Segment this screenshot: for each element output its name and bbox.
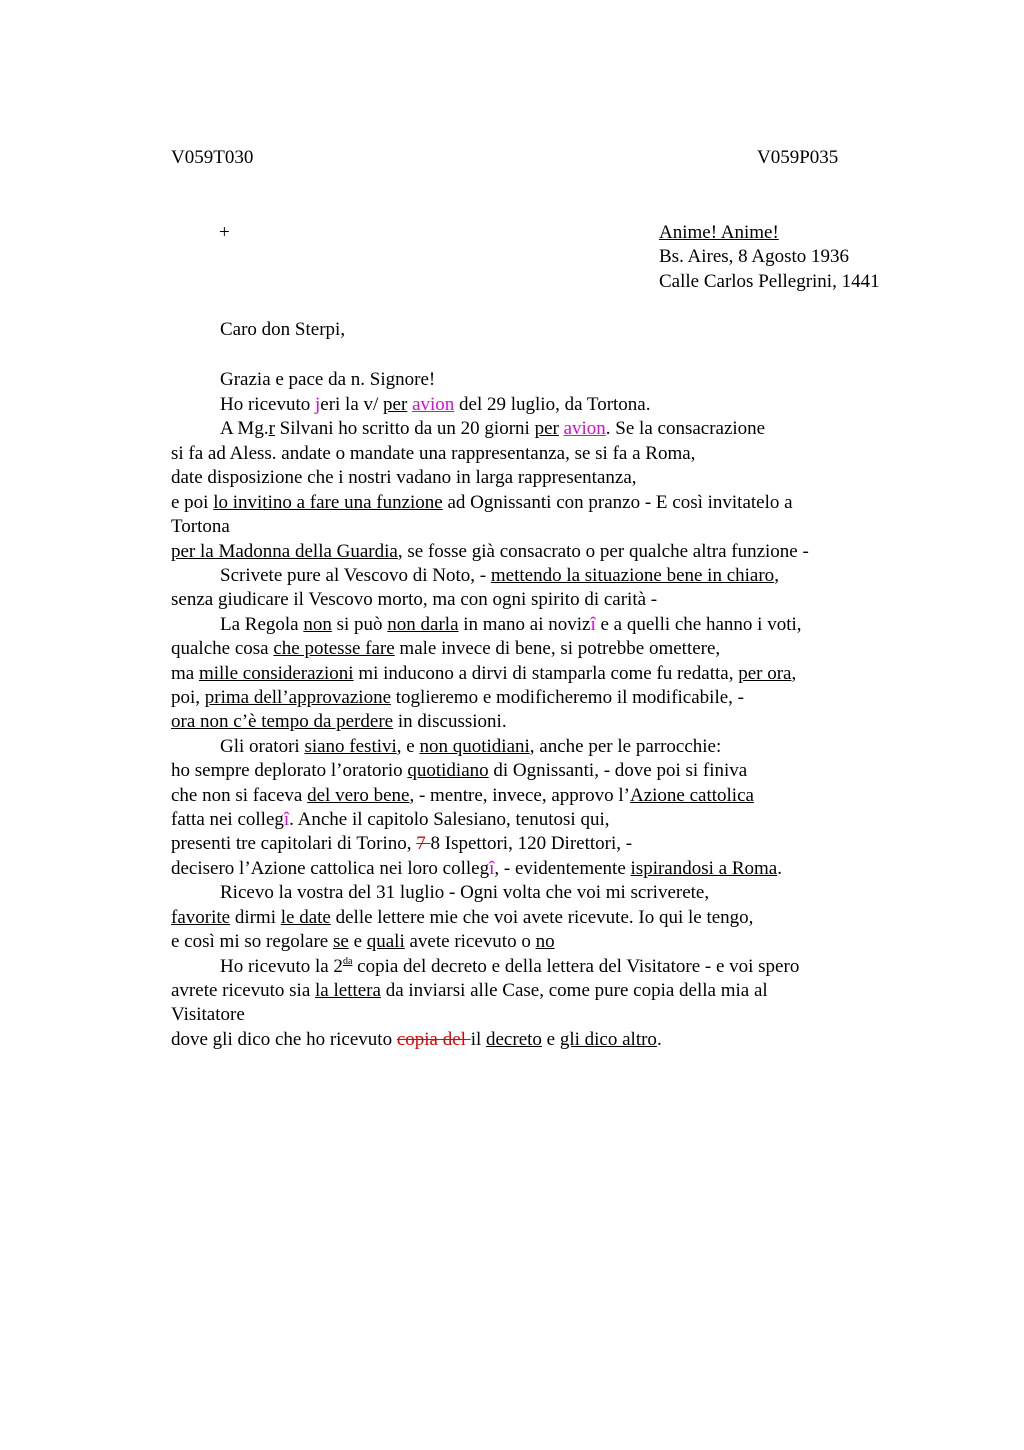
underlined-text: r (268, 418, 275, 439)
body-line-14 (171, 686, 744, 710)
text: , - evidentemente (494, 858, 631, 879)
text: ad Ognissanti con pranzo - E così invitatelo a (442, 492, 793, 513)
body-line-15 (171, 710, 507, 734)
place-date: Bs. Aires, 8 Agosto 1936 (659, 246, 850, 267)
body-line-7: Tortona (171, 516, 230, 537)
text: e così mi so regolare (171, 931, 333, 952)
underlined-text: ispirandosi a Roma (630, 858, 778, 879)
underlined-text: mettendo la situazione bene in chiaro (490, 565, 775, 586)
text: in discussioni. (393, 711, 507, 732)
text: male invece di bene, si potrebbe omettere, (394, 638, 721, 659)
underlined-text: del vero bene (307, 785, 410, 806)
body-line-10: senza giudicare il Vescovo morto, ma con ogni spirito di carità - (171, 589, 658, 610)
underlined-text: non (303, 614, 332, 635)
text: ho sempre deplorato l’oratorio (171, 760, 408, 781)
text: Ho ricevuto (220, 394, 315, 415)
body-line-8 (171, 540, 809, 564)
text: dirmi (230, 907, 281, 928)
text: delle lettere mie che voi avete ricevute. Io qui le tengo, (330, 907, 754, 928)
underlined-text: la lettera (315, 980, 381, 1001)
text: , e (396, 736, 420, 757)
text: . Anche il capitolo Salesiano, tenutosi qui, (289, 809, 610, 830)
text: del 29 luglio, da Tortona. (454, 394, 651, 415)
text: eri la v/ (320, 394, 384, 415)
text: e a quelli che hanno i voti, (595, 614, 802, 635)
underlined-text: per ora (738, 663, 792, 684)
body-line-6 (171, 491, 793, 515)
underlined-text: per (534, 418, 559, 439)
text: . Se la consacrazione (605, 418, 766, 439)
salutation: Caro don Sterpi, (220, 319, 346, 340)
body-line-20 (171, 832, 632, 856)
address: Calle Carlos Pellegrini, 1441 (659, 271, 880, 292)
text: di Ognissanti, - dove poi si finiva (488, 760, 748, 781)
text: da inviarsi alle Case, come pure copia della mia al (380, 980, 768, 1001)
underlined-text: quotidiano (407, 760, 489, 781)
text: toglieremo e modificheremo il modificabile, - (391, 687, 744, 708)
deletion: 7 (416, 833, 431, 854)
insertion-underlined: avion (563, 418, 606, 439)
text: copia del decreto e della lettera del Visitatore - e voi spero (352, 956, 800, 977)
text: Scrivete pure al Vescovo di Noto, - (220, 565, 491, 586)
text: in mano ai noviz (458, 614, 591, 635)
body-line-24 (171, 930, 555, 954)
text: Gli oratori (220, 736, 305, 757)
text: fatta nei colleg (171, 809, 284, 830)
underlined-text: non darla (387, 614, 459, 635)
underlined-text: non quotidiani (419, 736, 530, 757)
body-line-9 (220, 564, 779, 588)
underlined-text: lo invitino a fare una funzione (213, 492, 443, 513)
underlined-text: per (383, 394, 408, 415)
text: e poi (171, 492, 214, 513)
underlined-text: favorite (171, 907, 231, 928)
text: , anche per le parrocchie: (529, 736, 722, 757)
body-line-17 (171, 759, 747, 783)
text: , (791, 663, 797, 684)
motto: Anime! Anime! (659, 222, 779, 243)
underlined-text: le date (280, 907, 331, 928)
underlined-text: che potesse fare (273, 638, 395, 659)
body-line-4: si fa ad Aless. andate o mandate una rappresentanza, se si fa a Roma, (171, 443, 696, 464)
text: qualche cosa (171, 638, 274, 659)
text: Silvani ho scritto da un 20 giorni (274, 418, 535, 439)
body-line-13 (171, 662, 796, 686)
text: A Mg. (220, 418, 269, 439)
text: , se fosse già consacrato o per qualche altra funzione - (397, 541, 809, 562)
body-line-5: date disposizione che i nostri vadano in larga rappresentanza, (171, 467, 637, 488)
body-line-2 (220, 393, 651, 417)
text: avete ricevuto o (404, 931, 536, 952)
body-line-22: Ricevo la vostra del 31 luglio - Ogni volta che voi mi scriverete, (220, 882, 710, 903)
text: , - mentre, invece, approvo l’ (409, 785, 630, 806)
underlined-text: no (535, 931, 555, 952)
text: il (470, 1029, 486, 1050)
underlined-text: quali (366, 931, 405, 952)
text: . (656, 1029, 662, 1050)
text: avrete ricevuto sia (171, 980, 316, 1001)
insertion: î (590, 614, 596, 635)
insertion-underlined: avion (412, 394, 455, 415)
text: decisero l’Azione cattolica nei loro colleg (171, 858, 490, 879)
text: . (777, 858, 782, 879)
superscript: da (342, 956, 353, 967)
underlined-text: prima dell’approvazione (204, 687, 392, 708)
text: che non si faceva (171, 785, 308, 806)
underlined-text: siano festivi (304, 736, 397, 757)
document-code-right: V059P035 (757, 147, 839, 168)
text: e (541, 1029, 560, 1050)
text: si può (331, 614, 388, 635)
text: dove gli dico che ho ricevuto (171, 1029, 397, 1050)
underlined-text: decreto (486, 1029, 542, 1050)
body-line-18 (171, 784, 754, 808)
body-line-25 (220, 955, 799, 979)
document-code-left: V059T030 (171, 147, 254, 168)
body-line-23 (171, 906, 753, 930)
body-line-12 (171, 637, 720, 661)
body-line-3 (220, 417, 765, 441)
deletion: copia del (396, 1029, 471, 1050)
underlined-text: mille considerazioni (198, 663, 354, 684)
body-line-11 (220, 613, 802, 637)
body-line-19 (171, 808, 609, 832)
cross-mark: + (219, 222, 230, 243)
text: Ho ricevuto la 2 (220, 956, 343, 977)
body-line-1: Grazia e pace da n. Signore! (220, 369, 436, 390)
text: mi inducono a dirvi di stamparla come fu redatta, (353, 663, 739, 684)
body-line-27: Visitatore (171, 1004, 245, 1025)
insertion: î (489, 858, 495, 879)
body-line-16 (220, 735, 721, 759)
text: ma (171, 663, 199, 684)
text: La Regola (220, 614, 304, 635)
text: , (774, 565, 779, 586)
text: poi, (171, 687, 205, 708)
underlined-text: ora non c’è tempo da perdere (171, 711, 394, 732)
underlined-text: se (332, 931, 349, 952)
text: e (348, 931, 367, 952)
insertion: j (314, 394, 321, 415)
text: presenti tre capitolari di Torino, (171, 833, 417, 854)
insertion: î (283, 809, 290, 830)
body-line-21 (171, 857, 782, 881)
underlined-text: Azione cattolica (629, 785, 754, 806)
text: 8 Ispettori, 120 Direttori, - (430, 833, 633, 854)
body-line-26 (171, 979, 768, 1003)
body-line-28 (171, 1028, 662, 1052)
underlined-text: per la Madonna della Guardia (171, 541, 398, 562)
underlined-text: gli dico altro (559, 1029, 657, 1050)
